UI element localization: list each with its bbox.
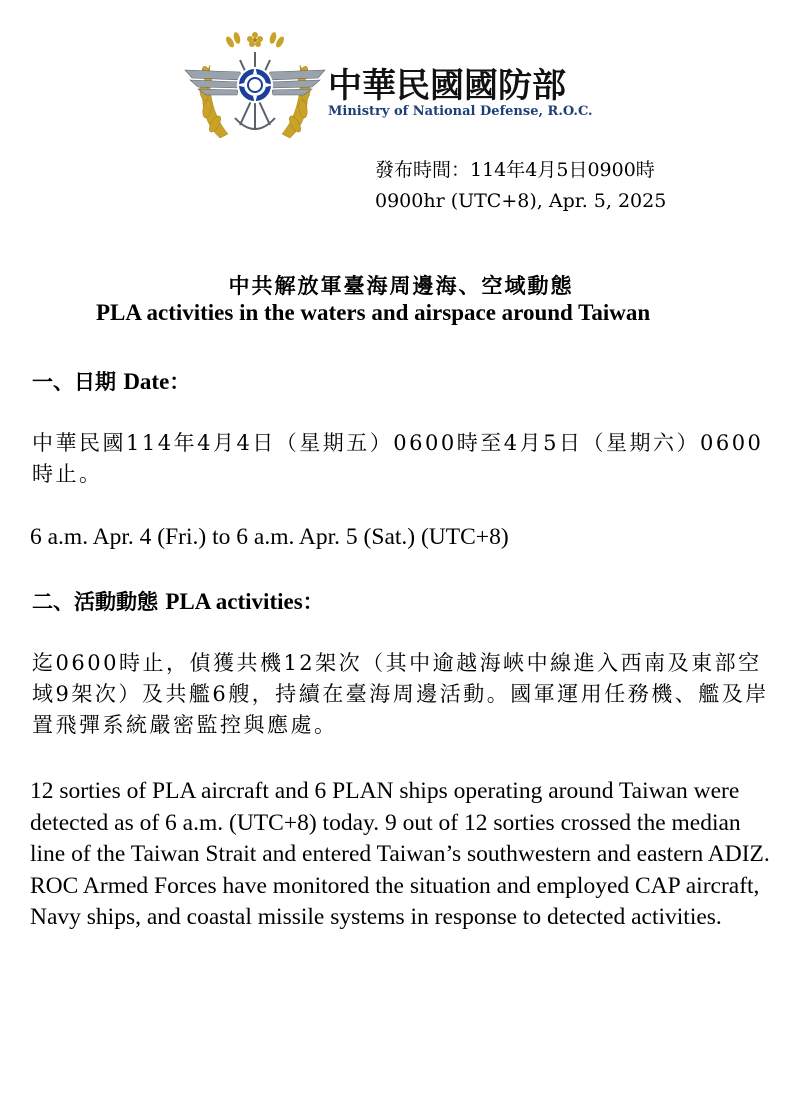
section-activities-heading xyxy=(32,586,324,616)
section-date-body-en: 6 a.m. Apr. 4 (Fri.) to 6 a.m. Apr. 5 (Sat.) (UTC+8) xyxy=(30,524,509,550)
section-activities-body-en: 12 sorties of PLA aircraft and 6 PLAN ships operating around Taiwan were detected as of 6 a.m. (UTC+8) today. 9 out of 12 sorties crossed the median line of the Taiwan Strait and entered Taiwan’s southwestern and eastern ADIZ. ROC Armed Forces have monitored the situation and employed CAP aircraft, Navy ships, and coastal missile systems in response to detected activities. xyxy=(30,778,770,930)
release-time xyxy=(375,155,666,217)
ministry-name-en: Ministry of National Defense, R.O.C. xyxy=(328,104,593,119)
mnd-roc-emblem-icon xyxy=(180,30,330,145)
release-time-zh: 發布時間：114年4月5日0900時 xyxy=(375,159,655,181)
document-title-zh: 中共解放軍臺海周邊海、空域動態 xyxy=(228,274,574,298)
section-activities-body-zh: 迄0600時止，偵獲共機12架次（其中逾越海峽中線進入西南及東部空域9架次）及共艦6艘，持續在臺海周邊活動。國軍運用任務機、艦及岸置飛彈系統嚴密監控與應處。 xyxy=(32,651,769,737)
release-time-en: 0900hr (UTC+8), Apr. 5, 2025 xyxy=(375,190,667,212)
section-date-body-zh: 中華民國114年4月4日（星期五）0600時至4月5日（星期六）0600時止。 xyxy=(32,431,764,486)
section-activities-heading-zh: 二、活動動態 xyxy=(32,590,158,614)
document-title-en: PLA activities in the waters and airspace around Taiwan xyxy=(96,300,651,325)
ministry-name-zh: 中華民國國防部 xyxy=(328,66,566,106)
section-date-heading-zh: 一、日期 xyxy=(32,370,116,394)
section-date-heading xyxy=(32,366,190,396)
section-date-heading-en: Date xyxy=(123,369,170,394)
section-activities-heading-en: PLA activities xyxy=(165,589,303,614)
section-activities-heading-colon: ： xyxy=(302,590,324,614)
page-header xyxy=(180,30,640,145)
section-date-heading-colon: ： xyxy=(169,370,191,394)
